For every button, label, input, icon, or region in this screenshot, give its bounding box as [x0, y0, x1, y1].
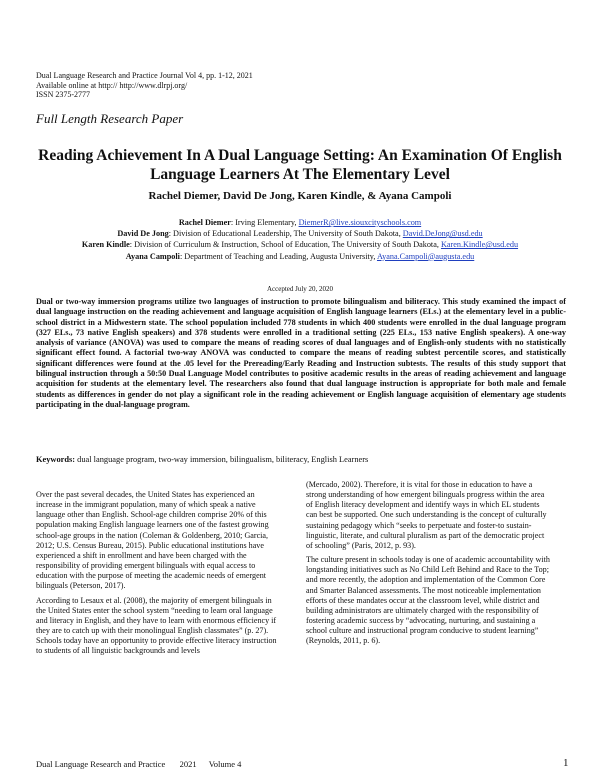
body-column-right [306, 480, 550, 651]
affiliation-text: : Division of Curriculum & Instruction, School of Education, The University of South Dakota, [129, 240, 441, 250]
body-paragraph: The culture present in schools today is one of academic accountability with longstanding initiatives such as No Child Left Behind and Race to the Top; and more recently, the adoption and implementation of the Common Core and Smarter Balanced assessments. The most noticeable implementation efforts of these mandates occur at the classroom level, while district and building administrators are ultimately charged with the responsibility of fostering academic success by “advocating, nurturing, and sustaining a school culture and instructional program conducive to student learning” (Reynolds, 2011, p. 6). [306, 555, 550, 646]
affiliation-name: David De Jong [117, 229, 169, 239]
email-link[interactable]: Ayana.Campoli@augusta.edu [376, 251, 475, 261]
affiliation-line [30, 228, 570, 239]
keywords-text: dual language program, two-way immersion, bilingualism, biliteracy, English Learners [75, 455, 369, 464]
paper-title: Reading Achievement In A Dual Language Setting: An Examination Of English Language Learners At The Elementary Level [38, 147, 562, 183]
email-link[interactable]: David.DeJong@usd.edu [402, 229, 483, 239]
keywords-label: Keywords: [36, 455, 76, 464]
body-paragraph: Over the past several decades, the United States has experienced an increase in the immigrant population, many of which speak a native language other than English. School-age children comprise 20% of this population making English language learners one of the fastest growing school-age groups in the nation (Coleman & Goldenberg, 2010; Garcia, 2012; U.S. Census Bureau, 2015). Public educational institutions have experienced a shift in enrollment and have been charged with the responsibility of providing emergent bilinguals with equal access to education with the purpose of meeting the academic needs of emergent bilinguals (Peterson, 2017). [36, 490, 269, 591]
abstract: Dual or two-way immersion programs utilize two languages of instruction to promote bilingualism and biliteracy. This study examined the impact of dual language instruction on the reading achievement and language acquisition of English language learners (ELs.) at the elementary level in a public-school district in a Midwestern state. The school population included 778 students in which 400 students were enrolled in the dual language program (327 ELs., 73 native English speakers) and 378 students were enrolled in a traditional setting (225 ELs., 153 native English speakers). A one-way analysis of variance (ANOVA) was used to compare the means of reading scores of dual languages and of English-only students with no statistically significant effect found. A factorial two-way ANOVA was conducted to compare the means of reading subtest percentile scores, and statistically significant differences were found at the .05 level for the Prereading/Early Reading and Instruction subtests. The results of this study support that bilingual instruction through a 50:50 Dual Language Model contributes to positive academic results in the areas of reading achievement and language acquisition for students at the elementary level. The researchers also found that dual language instruction is appropriate for both male and female students as differences in gender do not play a significant role in the reading achievement or English language acquisition of elementary age students participating in the dual-language program. [36, 297, 566, 409]
body-paragraph: (Mercado, 2002). Therefore, it is vital for those in education to have a strong understanding of how emergent bilinguals progress within the area of English literacy development and identify ways in which EL students can best be supported. One such understanding is the concept of culturally sustaining pedagogy which “seeks to perpetuate and foster-to sustain-linguistic, literate, and cultural pluralism as part of the democratic project of schooling” (Paris, 2012, p. 93). [306, 480, 547, 550]
affiliations [30, 217, 570, 262]
affiliation-name: Ayana Campoli [125, 251, 180, 261]
page-number: 1 [563, 757, 569, 769]
journal-issn: ISSN 2375-2777 [36, 90, 91, 99]
affiliation-text: : Division of Educational Leadership, The University of South Dakota, [168, 229, 403, 239]
affiliation-name: Rachel Diemer [178, 218, 231, 227]
affiliation-line [30, 239, 570, 250]
affiliation-line [30, 251, 570, 262]
footer-year: 2021 [179, 759, 197, 769]
email-link[interactable]: DiemerR@live.siouxcityschools.com [298, 218, 422, 227]
journal-info [36, 71, 253, 100]
keywords [36, 455, 566, 464]
email-link[interactable]: Karen.Kindle@usd.edu [440, 240, 519, 250]
journal-url: Available online at http:// http://www.dlrpj.org/ [36, 80, 188, 90]
journal-citation: Dual Language Research and Practice Journal Vol 4, pp. 1-12, 2021 [36, 71, 253, 80]
footer-volume: Volume 4 [208, 759, 242, 769]
affiliation-text: : Irving Elementary, [230, 218, 299, 227]
paper-type: Full Length Research Paper [36, 111, 184, 126]
body-paragraph: According to Lesaux et al. (2008), the majority of emergent bilinguals in the United States enter the school system “needing to learn oral language and literacy in English, and they have to learn with enormous efficiency if they are to catch up with their monolingual English classmates” (p. 27). Schools today have an opportunity to provide effective literacy instruction to students of all linguistic backgrounds and levels [36, 595, 277, 656]
affiliation-line [30, 217, 570, 228]
affiliation-name: Karen Kindle [81, 240, 130, 250]
footer-journal: Dual Language Research and Practice [36, 759, 166, 769]
body-column-left [36, 490, 280, 661]
author-list: Rachel Diemer, David De Jong, Karen Kindle, & Ayana Campoli [148, 190, 452, 202]
page-footer [36, 759, 241, 769]
affiliation-text: : Department of Teaching and Leading, Augusta University, [179, 251, 377, 261]
accepted-date: Accepted July 20, 2020 [266, 285, 334, 293]
